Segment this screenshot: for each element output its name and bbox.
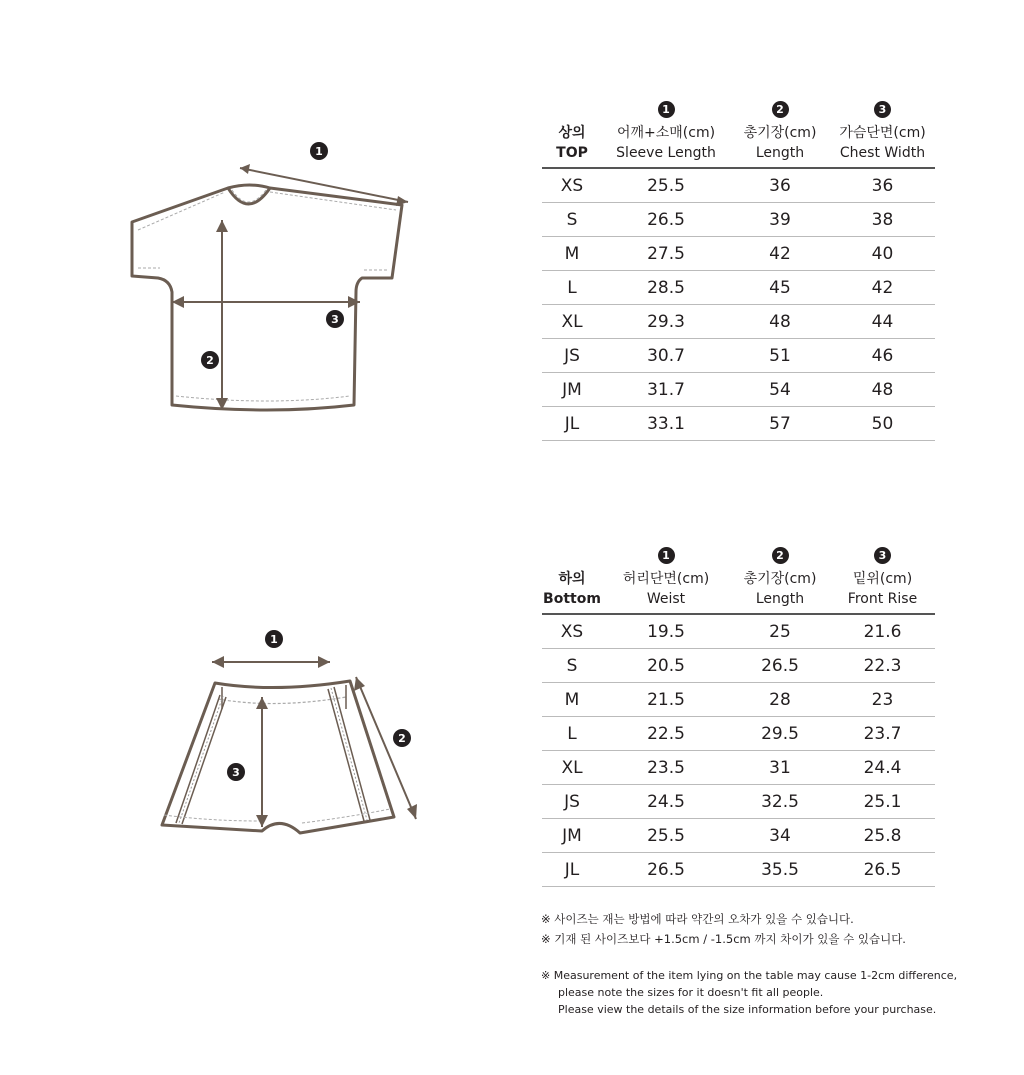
column-number-badge: 3: [874, 547, 891, 564]
measurement-cell: 22.3: [830, 649, 935, 683]
column-header-front-rise: 밑위(cm) Front Rise: [830, 565, 935, 614]
table-row: [542, 168, 935, 203]
korean-notes: [541, 909, 991, 949]
size-cell: S: [542, 649, 602, 683]
bottom-size-table: [542, 543, 935, 887]
size-cell: JM: [542, 373, 602, 407]
measurement-cell: 24.4: [830, 751, 935, 785]
measurement-cell: 57: [730, 407, 830, 441]
table-row: [542, 237, 935, 271]
marker-3-badge: [227, 763, 245, 781]
measurement-cell: 48: [830, 373, 935, 407]
top-size-table: [542, 97, 935, 441]
measurement-cell: 25.8: [830, 819, 935, 853]
column-number-badge: 3: [874, 101, 891, 118]
column-number-row: [542, 543, 935, 565]
category-label-en: TOP: [556, 145, 588, 161]
measurement-cell: 23.7: [830, 717, 935, 751]
top-garment-diagram: [120, 130, 420, 430]
size-cell: XS: [542, 168, 602, 203]
column-number-badge: 1: [658, 101, 675, 118]
measurement-cell: 20.5: [602, 649, 730, 683]
table-row: [542, 373, 935, 407]
table-row: [542, 853, 935, 887]
column-number-badge: 2: [772, 101, 789, 118]
measurement-cell: 50: [830, 407, 935, 441]
measurement-cell: 21.5: [602, 683, 730, 717]
note-line: Please view the details of the size information before your purchase.: [558, 1003, 937, 1016]
size-cell: L: [542, 717, 602, 751]
svg-text:1: 1: [270, 633, 278, 646]
category-label-en: Bottom: [543, 591, 601, 607]
note-line: ※ 사이즈는 재는 방법에 따라 약간의 오차가 있을 수 있습니다.: [541, 912, 854, 926]
measurement-cell: 31: [730, 751, 830, 785]
marker-2-badge: [393, 729, 411, 747]
size-cell: JM: [542, 819, 602, 853]
measurement-cell: 28: [730, 683, 830, 717]
measurement-cell: 19.5: [602, 614, 730, 649]
measurement-cell: 25.5: [602, 819, 730, 853]
measurement-cell: 38: [830, 203, 935, 237]
measurement-cell: 23.5: [602, 751, 730, 785]
measurement-cell: 30.7: [602, 339, 730, 373]
measurement-cell: 42: [730, 237, 830, 271]
measurement-cell: 23: [830, 683, 935, 717]
measurement-cell: 26.5: [830, 853, 935, 887]
column-number-row: [542, 97, 935, 119]
measurement-cell: 25: [730, 614, 830, 649]
column-header-length: 총기장(cm) Length: [730, 119, 830, 168]
svg-text:3: 3: [232, 766, 240, 779]
measurement-cell: 51: [730, 339, 830, 373]
size-cell: XL: [542, 751, 602, 785]
measurement-cell: 29.5: [730, 717, 830, 751]
table-row: [542, 339, 935, 373]
table-row: [542, 614, 935, 649]
measurement-cell: 25.1: [830, 785, 935, 819]
measurement-cell: 39: [730, 203, 830, 237]
table-row: [542, 305, 935, 339]
table-row: [542, 649, 935, 683]
column-header-sleeve: 어깨+소매(cm) Sleeve Length: [602, 119, 730, 168]
measurement-cell: 24.5: [602, 785, 730, 819]
column-header-chest: 가슴단면(cm) Chest Width: [830, 119, 935, 168]
column-number-badge: 1: [658, 547, 675, 564]
column-header-length: 총기장(cm) Length: [730, 565, 830, 614]
size-cell: JS: [542, 339, 602, 373]
measurement-cell: 28.5: [602, 271, 730, 305]
size-cell: XS: [542, 614, 602, 649]
svg-text:2: 2: [398, 732, 406, 745]
measurement-cell: 26.5: [602, 203, 730, 237]
category-header: [542, 565, 602, 614]
category-label-ko: 하의: [558, 571, 586, 587]
svg-text:3: 3: [331, 313, 339, 326]
measurement-cell: 54: [730, 373, 830, 407]
table-row: [542, 751, 935, 785]
measurement-cell: 36: [730, 168, 830, 203]
marker-2-badge: [201, 351, 219, 369]
table-row: [542, 407, 935, 441]
size-cell: L: [542, 271, 602, 305]
shorts-diagram: [150, 625, 430, 865]
measurement-cell: 32.5: [730, 785, 830, 819]
measurement-cell: 44: [830, 305, 935, 339]
reference-mark: ※: [541, 969, 551, 982]
category-header: [542, 119, 602, 168]
size-cell: XL: [542, 305, 602, 339]
table-row: [542, 819, 935, 853]
measurement-cell: 21.6: [830, 614, 935, 649]
table-row: [542, 683, 935, 717]
size-cell: S: [542, 203, 602, 237]
svg-text:1: 1: [315, 145, 323, 158]
marker-1-badge: [265, 630, 283, 648]
tshirt-outline: [132, 185, 402, 410]
measurement-cell: 31.7: [602, 373, 730, 407]
measurement-cell: 45: [730, 271, 830, 305]
measurement-cell: 36: [830, 168, 935, 203]
note-line: ※ 기재 된 사이즈보다 +1.5cm / -1.5cm 까지 차이가 있을 수 있습니다.: [541, 932, 906, 946]
measurement-cell: 48: [730, 305, 830, 339]
size-cell: M: [542, 683, 602, 717]
note-line: please note the sizes for it doesn't fit all people.: [558, 986, 824, 999]
column-header-waist: 허리단면(cm) Weist: [602, 565, 730, 614]
measurement-cell: 22.5: [602, 717, 730, 751]
marker-3-badge: [326, 310, 344, 328]
measurement-cell: 42: [830, 271, 935, 305]
table-header-row: [542, 565, 935, 614]
measurement-cell: 25.5: [602, 168, 730, 203]
size-cell: JS: [542, 785, 602, 819]
table-row: [542, 271, 935, 305]
size-cell: M: [542, 237, 602, 271]
measurement-cell: 26.5: [730, 649, 830, 683]
svg-text:2: 2: [206, 354, 214, 367]
measurement-cell: 33.1: [602, 407, 730, 441]
table-header-row: [542, 119, 935, 168]
measurement-cell: 26.5: [602, 853, 730, 887]
size-cell: JL: [542, 853, 602, 887]
marker-1-badge: [310, 142, 328, 160]
table-row: [542, 717, 935, 751]
measurement-cell: 27.5: [602, 237, 730, 271]
note-line: ※ Measurement of the item lying on the table may cause 1-2cm difference,: [541, 969, 958, 982]
measurement-cell: 35.5: [730, 853, 830, 887]
measurement-cell: 40: [830, 237, 935, 271]
category-label-ko: 상의: [558, 125, 586, 141]
measurement-cell: 46: [830, 339, 935, 373]
table-row: [542, 203, 935, 237]
size-cell: JL: [542, 407, 602, 441]
table-row: [542, 785, 935, 819]
column-number-badge: 2: [772, 547, 789, 564]
measurement-cell: 34: [730, 819, 830, 853]
english-notes: [541, 967, 1011, 1018]
measurement-cell: 29.3: [602, 305, 730, 339]
